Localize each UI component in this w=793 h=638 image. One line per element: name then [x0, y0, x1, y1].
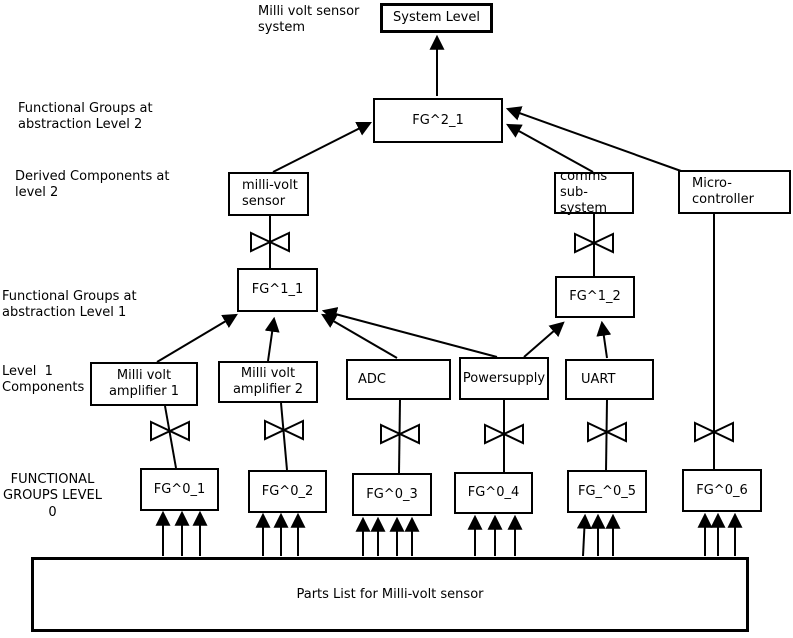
node-adc: ADC — [346, 359, 451, 400]
edge-uart-to-fg05-valve — [606, 400, 607, 471]
system-title-label: Milli volt sensor system — [258, 4, 364, 36]
node-fg2-1: FG^2_1 — [373, 98, 503, 143]
node-uart: UART — [565, 359, 654, 400]
node-system-level: System Level — [380, 3, 493, 33]
edge-adc-to-fg03-valve — [399, 400, 400, 473]
connector-edges — [165, 214, 714, 473]
node-parts-list: Parts List for Milli-volt sensor — [31, 557, 749, 632]
node-powersupply: Powersupply — [459, 357, 549, 400]
node-microcontroller: Micro-controller — [678, 170, 791, 214]
fg-level0-label: FUNCTIONAL GROUPS LEVEL 0 — [3, 472, 107, 520]
level1-components-label: Level 1 Components — [2, 364, 85, 396]
bowtie-icons — [151, 233, 733, 443]
node-millivolt-amplifier-1: Milli volt amplifier 1 — [90, 362, 198, 406]
node-fg1-2: FG^1_2 — [555, 276, 635, 318]
edge-amp1-to-fg01-valve — [165, 406, 176, 468]
edge-amp1-to-fg11 — [157, 315, 236, 362]
node-millivolt-sensor: milli-volt sensor — [228, 172, 309, 216]
node-fg0-1: FG^0_1 — [140, 468, 219, 511]
edge-powersupply-to-fg12 — [524, 323, 563, 357]
parts-list-arrows — [163, 513, 735, 556]
fg-level2-label: Functional Groups at abstraction Level 2 — [18, 101, 157, 133]
node-fg0-4: FG^0_4 — [454, 472, 533, 514]
edge-comms-to-fg21 — [508, 125, 593, 172]
edge-parts-to-fg05 — [583, 516, 585, 556]
node-fg0-6: FG^0_6 — [682, 469, 762, 512]
edge-millivoltsensor-to-fg21 — [273, 123, 370, 172]
node-fg0-5: FG_^0_5 — [567, 470, 647, 513]
fg-level1-label: Functional Groups at abstraction Level 1 — [2, 289, 141, 321]
edge-powersupply-to-fg11 — [324, 311, 497, 357]
edge-amp2-to-fg02-valve — [281, 403, 287, 470]
edge-uart-to-fg12 — [602, 323, 607, 358]
node-fg0-3: FG^0_3 — [352, 473, 432, 516]
derived-components-level2-label: Derived Components at level 2 — [15, 169, 174, 201]
node-fg1-1: FG^1_1 — [237, 268, 318, 312]
node-fg0-2: FG^0_2 — [248, 470, 327, 513]
edge-amp2-to-fg11 — [268, 319, 274, 361]
node-comms-subsystem: comms sub-system — [554, 172, 634, 214]
node-millivolt-amplifier-2: Milli volt amplifier 2 — [218, 361, 318, 403]
